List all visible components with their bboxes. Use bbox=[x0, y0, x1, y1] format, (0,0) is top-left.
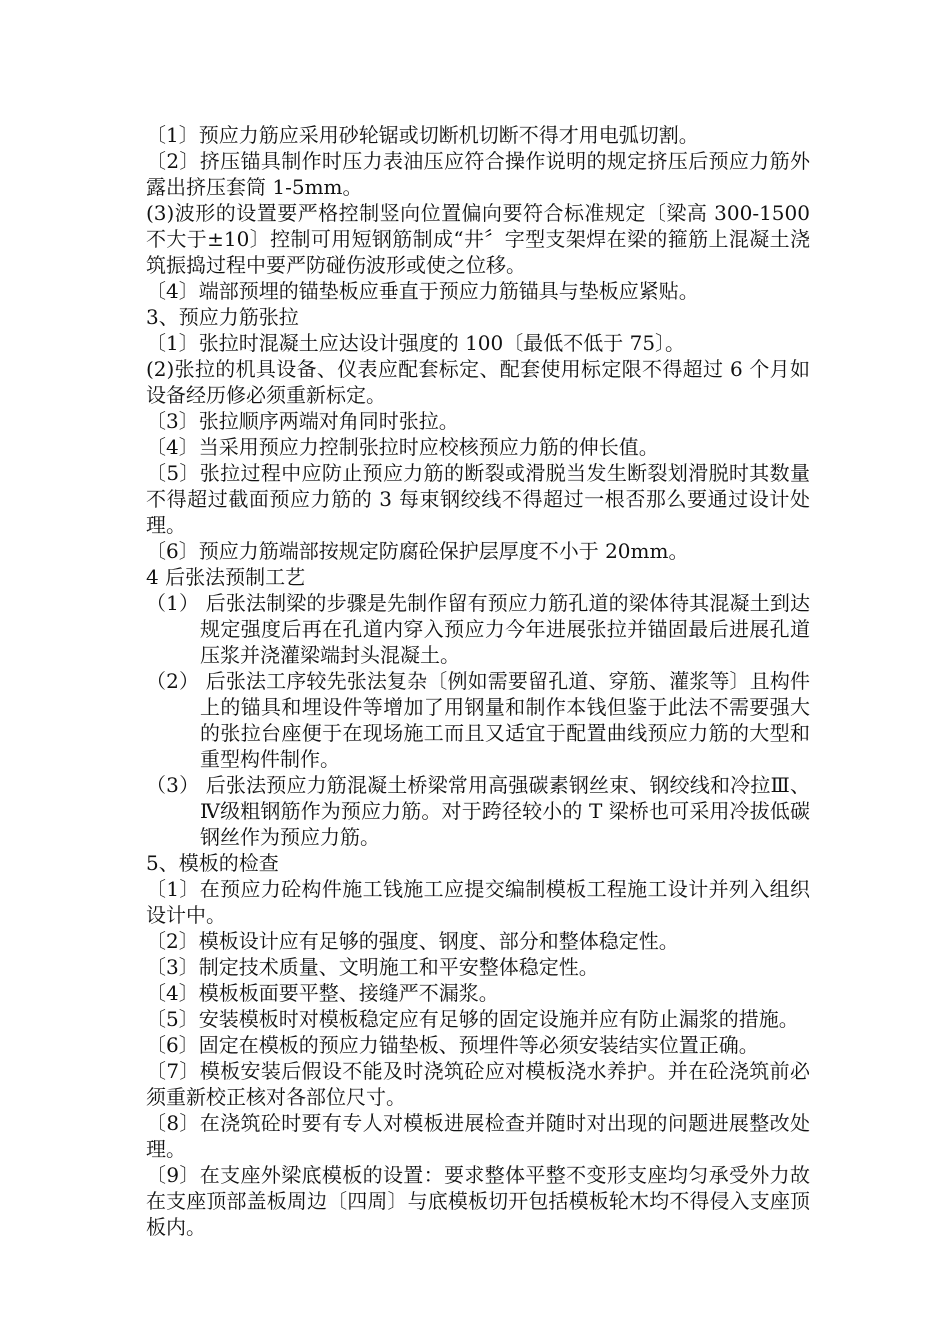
list-item: （3） 后张法预应力筋混凝土桥梁常用高强碳素钢丝束、钢绞线和冷拉Ⅲ、Ⅳ级粗钢筋作为预应力筋。对于跨径较小的 T 梁桥也可采用冷拔低碳钢丝作为预应力筋。 bbox=[146, 773, 810, 849]
paragraph: 〔5〕安装模板时对模板稳定应有足够的固定设施并应有防止漏浆的措施。 bbox=[146, 1007, 799, 1031]
paragraph: 〔6〕固定在模板的预应力锚垫板、预埋件等必须安装结实位置正确。 bbox=[146, 1033, 759, 1057]
paragraph: 〔1〕预应力筋应采用砂轮锯或切断机切断不得才用电弧切割。 bbox=[146, 123, 699, 147]
paragraph: 〔1〕在预应力砼构件施工钱施工应提交编制模板工程施工设计并列入组织设计中。 bbox=[146, 877, 810, 927]
list-item: （1） 后张法制梁的步骤是先制作留有预应力筋孔道的梁体待其混凝土到达规定强度后再在孔道内穿入预应力今年进展张拉并锚固最后进展孔道压浆并浇灌梁端封头混凝土。 bbox=[146, 591, 810, 667]
paragraph: 〔6〕预应力筋端部按规定防腐砼保护层厚度不小于 20mm。 bbox=[146, 539, 689, 563]
paragraph: 〔4〕当采用预应力控制张拉时应校核预应力筋的伸长值。 bbox=[146, 435, 659, 459]
section-heading: 4 后张法预制工艺 bbox=[146, 565, 306, 589]
paragraph: (2)张拉的机具设备、仪表应配套标定、配套使用标定限不得超过 6 个月如设备经历修必须重新标定。 bbox=[146, 357, 810, 407]
document-body bbox=[146, 122, 810, 1240]
paragraph: 〔4〕模板板面要平整、接缝严不漏浆。 bbox=[146, 981, 499, 1005]
paragraph: 〔3〕张拉顺序两端对角同时张拉。 bbox=[146, 409, 459, 433]
paragraph: (3)波形的设置要严格控制竖向位置偏向要符合标准规定〔梁高 300-1500 不大于±10〕控制可用短钢筋制成“井〞字型支架焊在梁的箍筋上混凝土浇筑振捣过程中要严防碰伤波形或使之位移。 bbox=[146, 201, 810, 277]
paragraph: 〔7〕模板安装后假设不能及时浇筑砼应对模板浇水养护。并在砼浇筑前必须重新校正核对各部位尺寸。 bbox=[146, 1059, 810, 1109]
section-heading: 5、模板的检查 bbox=[146, 851, 279, 875]
paragraph: 〔1〕张拉时混凝土应达设计强度的 100〔最低不低于 75〕。 bbox=[146, 331, 686, 355]
paragraph: 〔5〕张拉过程中应防止预应力筋的断裂或滑脱当发生断裂划滑脱时其数量不得超过截面预应力筋的 3 每束钢绞线不得超过一根否那么要通过设计处理。 bbox=[146, 461, 810, 537]
list-item: （2） 后张法工序较先张法复杂〔例如需要留孔道、穿筋、灌浆等〕且构件上的锚具和埋设件等增加了用钢量和制作本钱但鉴于此法不需要强大的张拉台座便于在现场施工而且又适宜于配置曲线预应力筋的大型和重型构件制作。 bbox=[146, 669, 810, 771]
section-heading: 3、预应力筋张拉 bbox=[146, 305, 299, 329]
paragraph: 〔2〕模板设计应有足够的强度、钢度、部分和整体稳定性。 bbox=[146, 929, 679, 953]
paragraph: 〔9〕在支座外梁底模板的设置：要求整体平整不变形支座均匀承受外力故在支座顶部盖板周边〔四周〕与底模板切开包括模板轮木均不得侵入支座顶板内。 bbox=[146, 1163, 810, 1239]
paragraph: 〔2〕挤压锚具制作时压力表油压应符合操作说明的规定挤压后预应力筋外露出挤压套筒 1-5mm。 bbox=[146, 149, 810, 199]
paragraph: 〔3〕制定技术质量、文明施工和平安整体稳定性。 bbox=[146, 955, 599, 979]
paragraph: 〔4〕端部预埋的锚垫板应垂直于预应力筋锚具与垫板应紧贴。 bbox=[146, 279, 699, 303]
paragraph: 〔8〕在浇筑砼时要有专人对模板进展检查并随时对出现的问题进展整改处理。 bbox=[146, 1111, 810, 1161]
